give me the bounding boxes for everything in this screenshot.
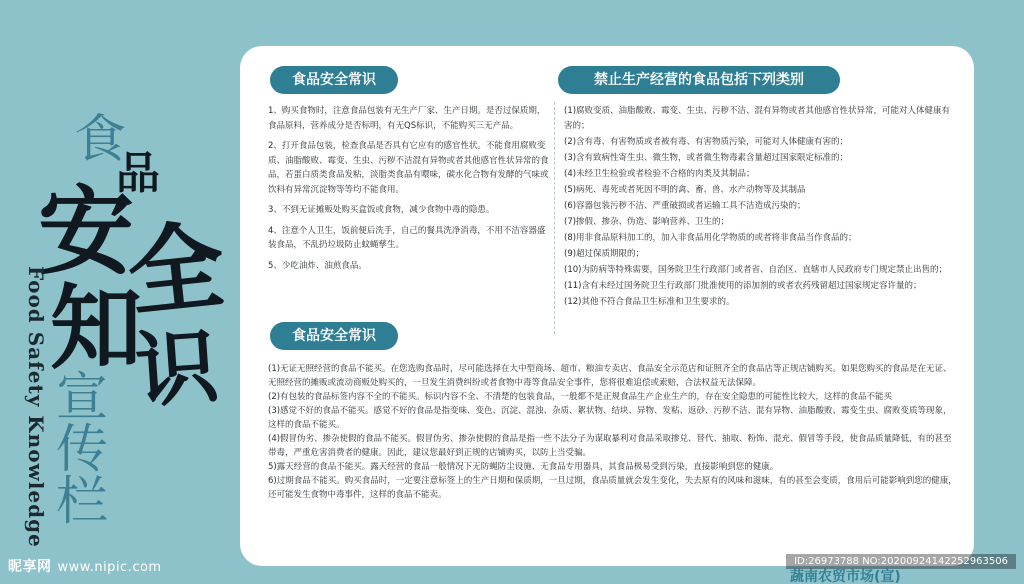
section3-list [268, 362, 958, 502]
list-item: (7)掺假、掺杂、伪造、影响营养、卫生的； [564, 216, 730, 227]
title-char-shi: 食 [74, 110, 127, 170]
list-item: (1)无证无照经营的食品不能买。在您选购食品时，尽可能选择在大中型商场、超市、粮油专卖店、食品安全示范店和证照齐全的食品店等正规店铺购买。如果您购买的食品是在无证、无照经营的摊贩或流动商贩处购买的，一旦发生消费纠纷或者食物中毒等食品安全事件，您将很难追偿或索赔，合法权益无法保障。 [268, 364, 952, 388]
list-item: (9)超过保质期限的； [564, 248, 645, 259]
list-item: (3)含有致病性寄生虫、微生物，或者微生物毒素含量超过国家限定标准的； [564, 152, 849, 163]
watermark-url: www.nipic.com [57, 560, 162, 575]
list-item: (3)感觉不好的食品不能买。感觉不好的食品是指变味、变色、沉淀、混浊、杂质、絮状物、结块、异物、发粘、返砂、污秽不洁、混有异物、油脂酸败、霉变生虫、腐败变质等现象，这样的食品不能买。 [268, 406, 952, 430]
title-char-zhi: 知 [50, 274, 143, 382]
image-id-label: ID:26973788 NO:20200924142252963506 [786, 554, 1016, 569]
title-char-pin: 品 [116, 148, 160, 199]
list-item: (10)为防病等特殊需要，国务院卫生行政部门或者省、自治区、直辖市人民政府专门规定禁止出售的； [564, 264, 947, 275]
watermark-brand: 昵享网 [8, 559, 52, 575]
market-name: 蔬南农贸市场(宣) [790, 569, 901, 584]
column-divider [554, 102, 555, 334]
list-item: (1)腐败变质、油脂酸败、霉变、生虫、污秽不洁、混有异物或者其他感官性状异常，可能对人体健康有害的； [564, 106, 951, 131]
title-char-lan: 栏 [56, 472, 109, 532]
watermark-logo [8, 556, 162, 576]
list-item: (11)含有未经过国务院卫生行政部门批准使用的添加剂的或者农药残留超过国家规定容许量的； [564, 280, 922, 291]
section3-title: 食品安全常识 [270, 322, 398, 350]
title-char-an: 安 [38, 175, 134, 288]
content-panel [240, 46, 974, 566]
list-item: (5)病死、毒死或者死因不明的禽、畜、兽、水产动物等及其制品 [564, 184, 806, 195]
list-item: 2、打开食品包装，检查食品是否具有它应有的感官性状。不能食用腐败变质、油脂酸败、霉变、生虫、污秽不洁混有异物或者其他感官性状异常的食品，若蛋白质类食品发粘，淡脂类食品有噮味，碳水化合物有发酵的气味或饮料有异常沉淀物等等均不能食用。 [268, 141, 549, 195]
list-item: 1、购买食物时，注意食品包装有无生产厂家、生产日期。是否过保质期，食品原料，营养成分是否标明，有无QS标识，不能购买三无产品。 [268, 106, 546, 131]
list-item: (4)假冒伪劣、掺杂使假的食品不能买。假冒伪劣、掺杂使假的食品是指一些不法分子为谋取暴利对食品采取掺兑、替代、抽取、粉饰、混充、假冒等手段，使食品质量降低，有的甚至带毒，严重危害消费者的健康。因此，建议您最好到正规的店铺购买，以防上当受骗。 [268, 434, 952, 458]
list-item: (6)容器包装污秽不洁、严重破损或者运输工具不洁造成污染的； [564, 200, 806, 211]
list-item: 4、注意个人卫生，饭前便后洗手，自己的餐具洗净消毒，不用不洁容器盛装食品，不乱扔垃圾防止蚊蝇孳生。 [268, 225, 546, 250]
english-subtitle: Food Safety Knowledge [24, 266, 48, 548]
poster-title [0, 0, 240, 584]
section2-list [564, 104, 954, 311]
section1-list [268, 104, 550, 279]
section2-title: 禁止生产经营的食品包括下列类别 [558, 66, 840, 94]
list-item: (4)未经卫生检验或者检验不合格的肉类及其制品； [564, 168, 755, 179]
list-item: (8)用非食品原料加工的，加入非食品用化学物质的或者将非食品当作食品的； [564, 232, 857, 243]
list-item: (2)含有毒、有害物质或者被有毒、有害物质污染，可能对人体健康有害的； [564, 136, 849, 147]
title-char-xuan: 宣 [56, 368, 109, 428]
list-item: (2)有包装的食品标签内容不全的不能买。标识内容不全、不清楚的包装食品，一般都不是正规食品生产企业生产的，存在安全隐患的可能性比较大，这样的食品不能买 [268, 392, 893, 402]
list-item: (12)其他不符合食品卫生标准和卫生要求的。 [564, 296, 735, 307]
list-item: 6)过期食品不能买。购买食品时，一定要注意标签上的生产日期和保质期，一旦过期，食品质量就会发生变化，失去原有的风味和滋味，有的甚至会变质，食用后可能影响到您的健康，还可能发生食物中毒事件，这样的食品不能卖。 [268, 476, 957, 500]
list-item: 5、少吃油炸、油煎食品。 [268, 260, 367, 271]
title-char-quan: 全 [122, 208, 230, 331]
list-item: 3、不到无证摊贩处购买盒饭或食物，减少食物中毒的隐患。 [268, 205, 495, 215]
list-item: 5)露天经营的食品不能买。露天经营的食品一般情况下无防蝇防尘设施、无食品专用器具，其食品极易受到污染，直接影响到您的健康。 [268, 462, 779, 472]
section1-title: 食品安全常识 [270, 66, 398, 94]
title-char-chuan: 传 [56, 420, 109, 480]
title-char-shi2: 识 [132, 318, 222, 420]
